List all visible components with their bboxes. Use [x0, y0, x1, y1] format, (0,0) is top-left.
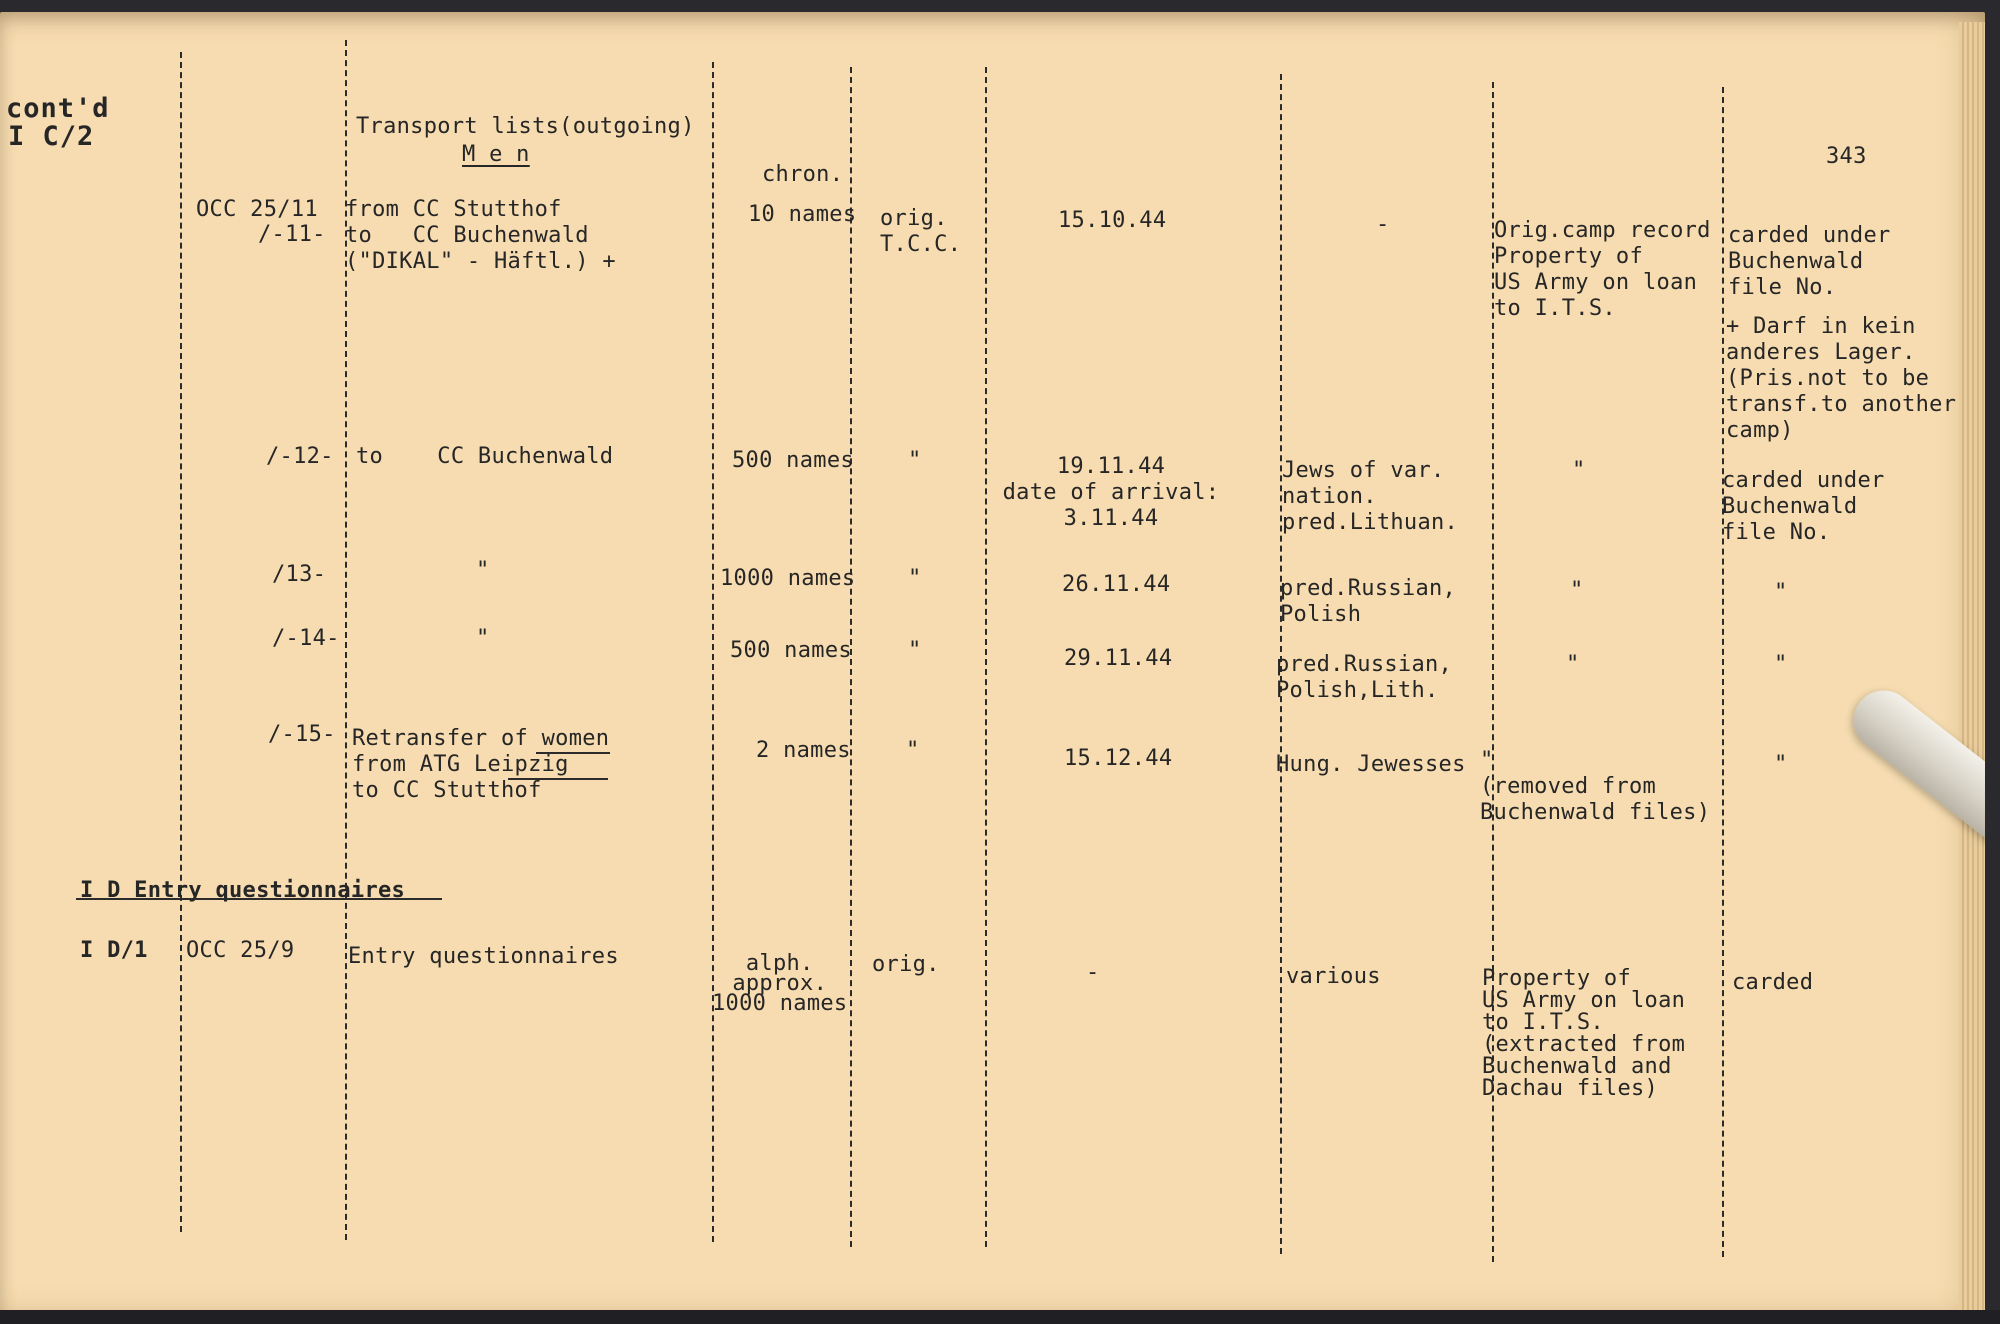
row-qty: 500 names	[730, 638, 852, 663]
row-orig: "	[908, 638, 922, 663]
section-d-date: -	[1086, 960, 1100, 985]
underline	[536, 752, 610, 754]
section-d-ref: OCC 25/9	[186, 938, 295, 963]
section-d-orig: orig.	[872, 952, 940, 977]
row-qty: 1000 names	[720, 566, 856, 591]
row-desc: Retransfer of women from ATG Leipzig to CC Stutthof	[352, 726, 610, 803]
section-d-heading: I D Entry questionnaires	[80, 878, 406, 903]
row-date: 26.11.44	[1062, 572, 1171, 597]
underline	[508, 778, 608, 780]
row-desc: "	[476, 626, 490, 651]
chron-label: chron.	[762, 162, 844, 187]
section-d-desc: Entry questionnaires	[348, 944, 619, 969]
section-d-underline	[76, 898, 442, 900]
row-sub: /13-	[272, 562, 327, 587]
document-page	[0, 12, 1985, 1317]
row-sub: /-11-	[258, 222, 326, 247]
row-remarks: carded under Buchenwald file No.	[1728, 223, 1891, 300]
row-date: 15.10.44	[1058, 208, 1167, 233]
row-custody: Orig.camp record Property of US Army on loan to I.T.S.	[1494, 218, 1711, 321]
contd-label: cont'd	[6, 93, 110, 124]
column-rule	[1722, 87, 1724, 1257]
section-code: I C/2	[8, 121, 95, 152]
row-desc: from CC Stutthof to CC Buchenwald ("DIKAL" - Häftl.) +	[345, 197, 616, 274]
row-orig: "	[908, 448, 922, 473]
row-ref: OCC 25/11	[196, 197, 318, 222]
column-rule	[985, 67, 987, 1247]
section-d-remarks: carded	[1732, 970, 1814, 995]
row-sub: /-12-	[266, 444, 334, 469]
row-nationality: Hung. Jewesses	[1276, 752, 1466, 777]
row-orig: "	[906, 738, 920, 763]
section-subtitle: M e n	[462, 142, 530, 167]
row-date: 15.12.44	[1064, 746, 1173, 771]
row-nationality: pred.Russian, Polish,Lith.	[1276, 652, 1453, 703]
row-custody: " (removed from Buchenwald files)	[1480, 748, 1711, 825]
row-nationality: Jews of var. nation. pred.Lithuan.	[1282, 458, 1459, 535]
row-desc: "	[476, 558, 490, 583]
column-rule	[712, 62, 714, 1242]
section-title: Transport lists(outgoing)	[356, 114, 695, 139]
row-desc: to CC Buchenwald	[356, 444, 614, 469]
row-remarks: "	[1774, 752, 1788, 777]
row-remarks: "	[1774, 580, 1788, 605]
page-number: 343	[1826, 144, 1867, 169]
row-qty: 2 names	[756, 738, 851, 763]
row-custody: "	[1572, 458, 1586, 483]
row-custody: "	[1566, 652, 1580, 677]
row-sub: /-15-	[268, 722, 336, 747]
row-orig: "	[908, 566, 922, 591]
row-qty: 10 names	[748, 202, 857, 227]
row-custody: "	[1570, 578, 1584, 603]
section-d-qty: alph. approx. 1000 names	[712, 951, 848, 1016]
row-date: 29.11.44	[1064, 646, 1173, 671]
desk-edge	[0, 1310, 2000, 1324]
row-remarks: "	[1774, 652, 1788, 677]
row-remarks: carded under Buchenwald file No.	[1722, 468, 1885, 545]
row-sub: /-14-	[272, 626, 340, 651]
row-date: 19.11.44 date of arrival: 3.11.44	[1002, 454, 1220, 531]
row-orig: orig. T.C.C.	[880, 206, 962, 257]
row-remarks-note: + Darf in kein anderes Lager. (Pris.not to be transf.to another camp)	[1726, 314, 1957, 443]
row-nationality: pred.Russian, Polish	[1280, 576, 1457, 627]
section-d-nationality: various	[1286, 964, 1381, 989]
page-edge	[1959, 22, 1985, 1317]
section-d-code: I D/1	[80, 938, 148, 963]
section-d-custody: Property of US Army on loan to I.T.S. (extracted from Buchenwald and Dachau files)	[1482, 966, 1686, 1101]
row-qty: 500 names	[732, 448, 854, 473]
column-rule	[180, 52, 182, 1232]
row-nationality: -	[1376, 212, 1390, 237]
